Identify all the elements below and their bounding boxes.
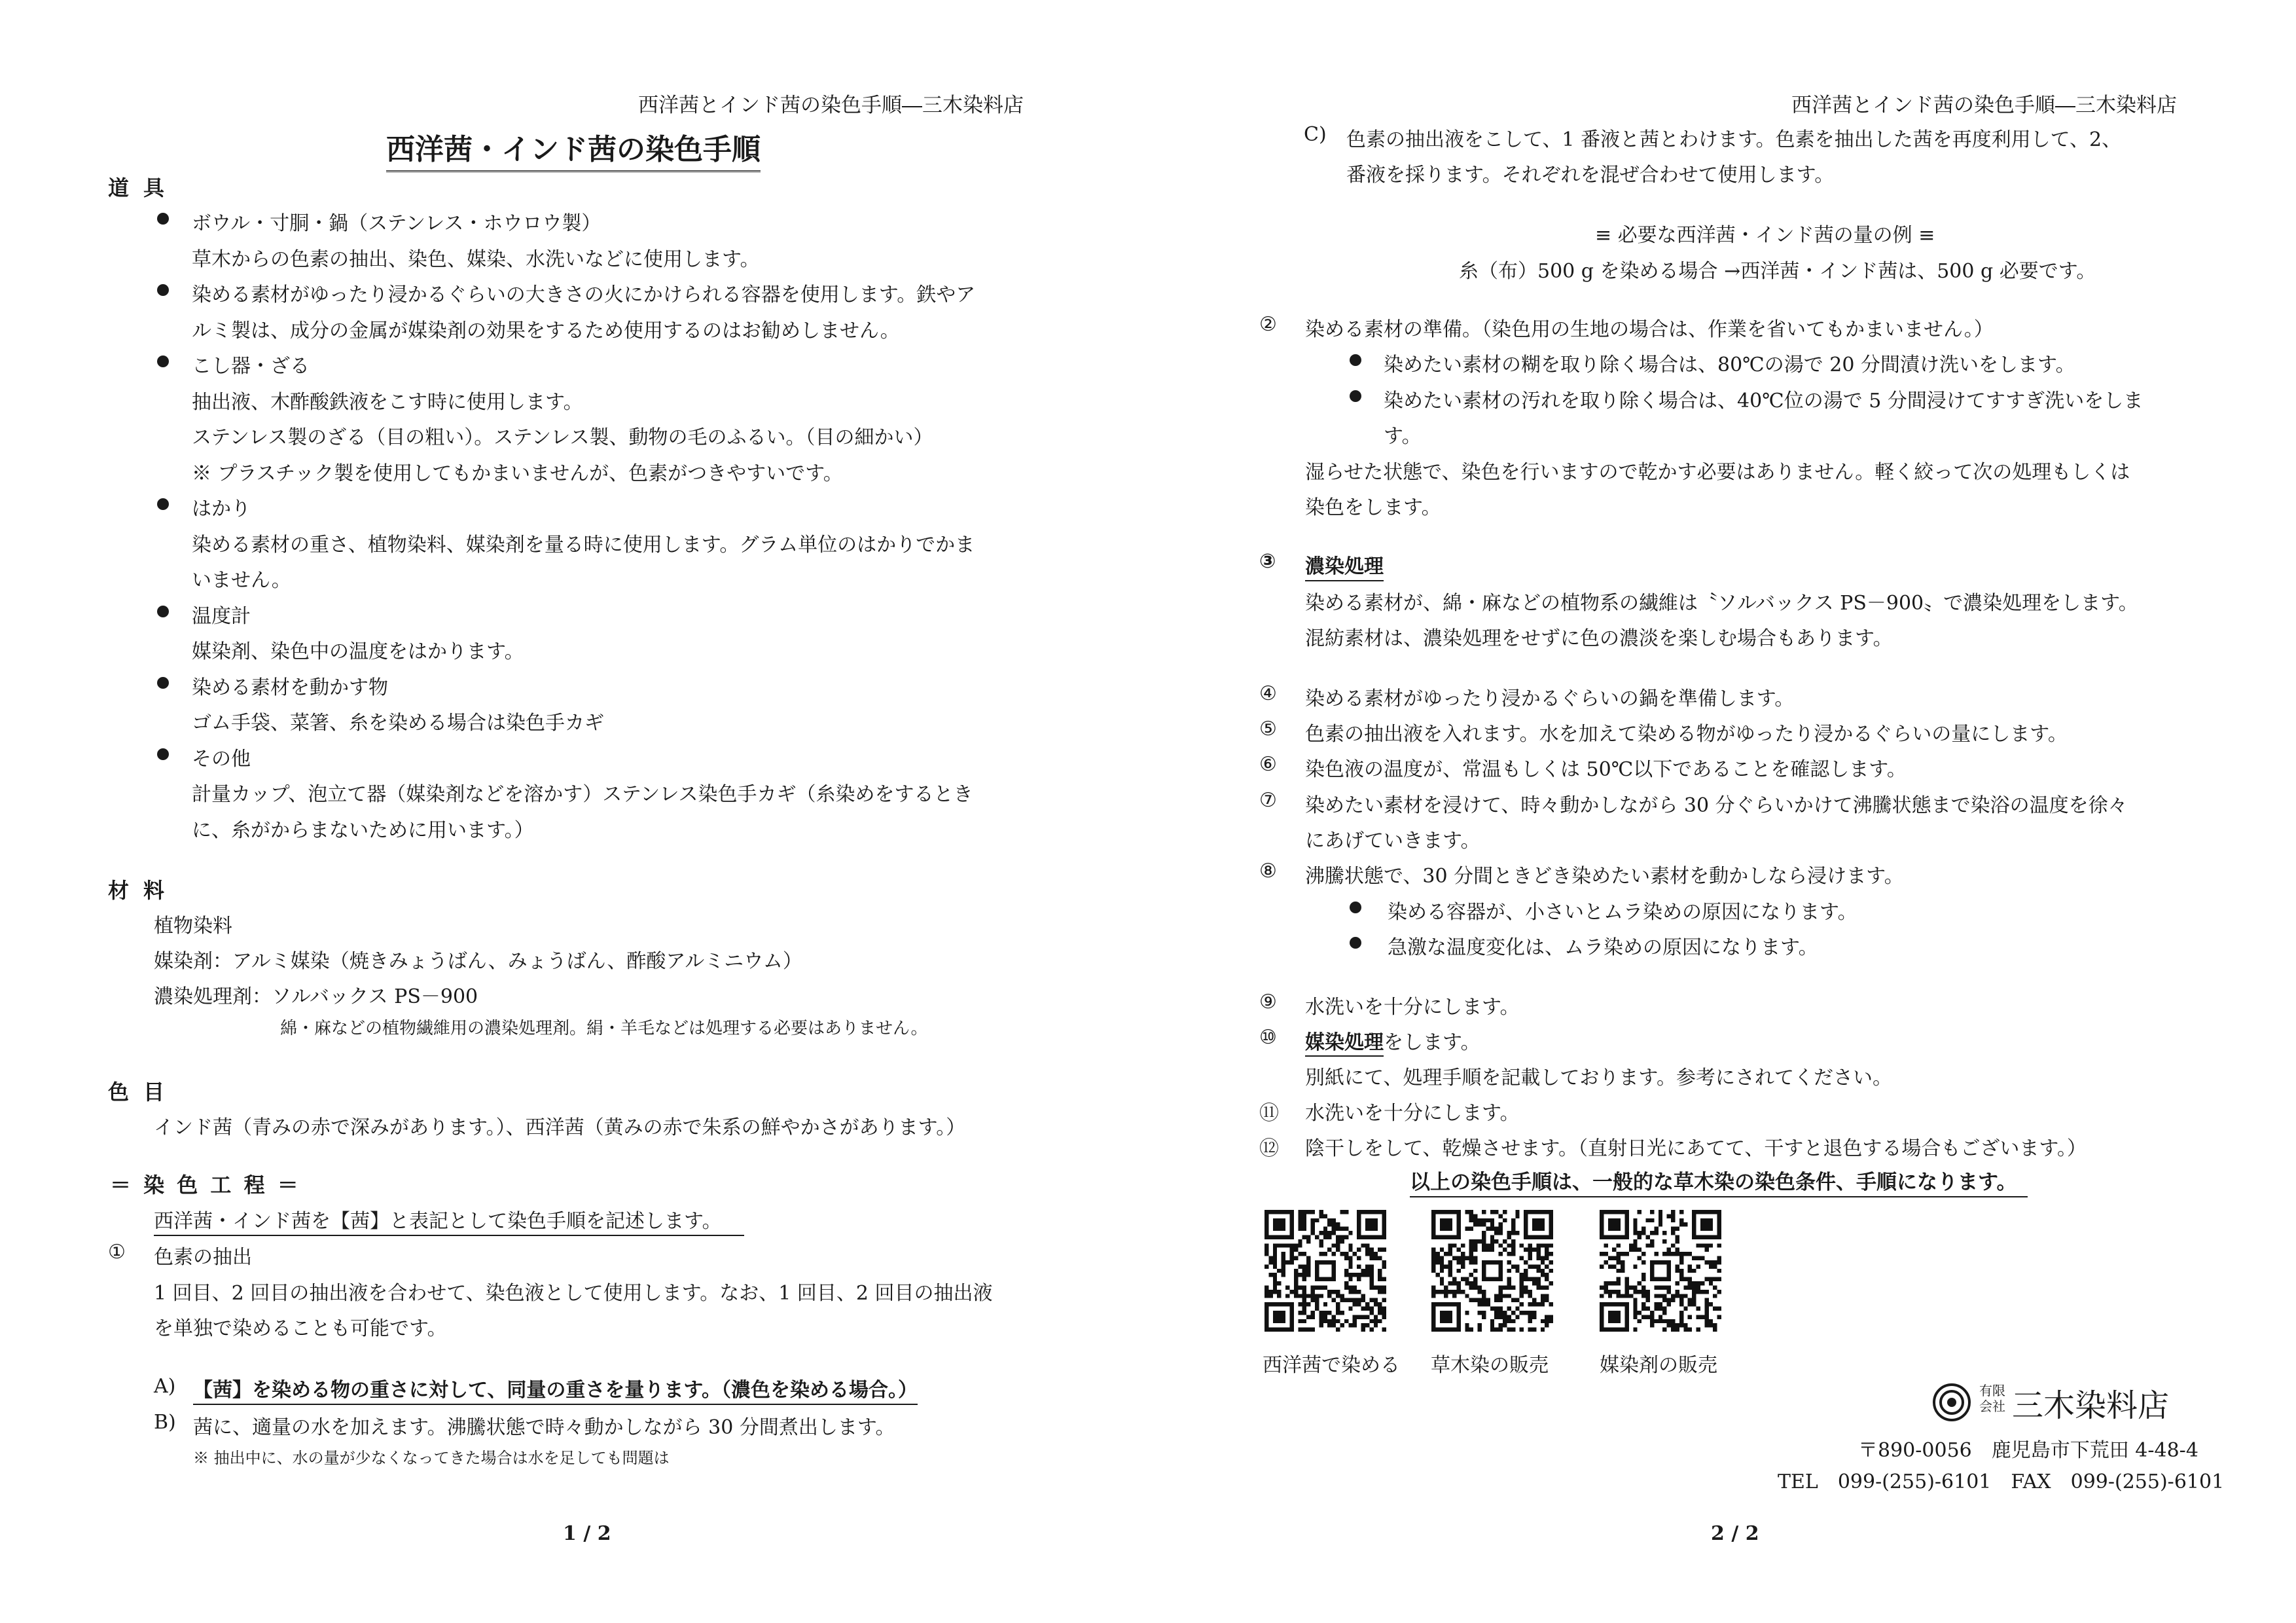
qr-label: 媒染剤の販売 — [1600, 1354, 1717, 1377]
tool-label: こし器・ざる — [192, 355, 310, 378]
step10-link: 媒染処理 — [1305, 1031, 1384, 1057]
step11-text: 水洗いを十分にします。 — [1305, 1102, 1520, 1125]
step1-line: 1 回目、2 回目の抽出液を合わせて、染色液として使用します。なお、1 回目、2 回目の抽出液 — [154, 1282, 993, 1305]
tool-description: ステンレス製のざる（目の粗い）。ステンレス製、動物の毛のふるい。（目の細かい） — [192, 426, 933, 449]
qr-code-icon[interactable] — [1431, 1210, 1553, 1332]
tool-label: 染める素材を動かす物 — [192, 676, 388, 699]
company-prefix-bottom: 会社 — [1979, 1398, 2005, 1414]
running-header: 西洋茜とインド茜の染色手順―三木染料店 — [638, 94, 1024, 117]
company-name: 三木染料店 — [2012, 1387, 2170, 1424]
colors-text: インド茜（青みの赤で深みがあります。）、西洋茜（黄みの赤で朱系の鮮やかさがあります。） — [154, 1116, 966, 1139]
step2-after: 染色をします。 — [1305, 496, 1441, 519]
bullet-icon — [157, 748, 169, 760]
step1-line: を単独で染めることも可能です。 — [154, 1317, 447, 1340]
qr-code-icon[interactable] — [1265, 1210, 1386, 1332]
materials-heading: 材料 — [108, 878, 179, 903]
tool-description: 草木からの色素の抽出、染色、媒染、水洗いなどに使用します。 — [192, 247, 760, 271]
step-number: ⑧ — [1259, 860, 1277, 883]
colors-heading: 色目 — [108, 1080, 179, 1104]
step-number: ⑦ — [1259, 789, 1277, 812]
company-prefix-top: 有限 — [1979, 1383, 2005, 1398]
step-a-label: A) — [154, 1375, 176, 1398]
step-number: ④ — [1259, 682, 1277, 705]
step2-bullet: す。 — [1384, 425, 1422, 448]
materials-note: 綿・麻などの植物繊維用の濃染処理剤。絹・羊毛などは処理する必要はありません。 — [280, 1019, 928, 1038]
step-c-line: 色素の抽出液をこして、1 番液と茜とわけます。色素を抽出した茜を再度利用して、2、 — [1346, 128, 2122, 151]
bullet-icon — [157, 677, 169, 689]
step2-title: 染める素材の準備。（染色用の生地の場合は、作業を省いてもかまいません。） — [1305, 318, 1994, 341]
step2-after: 湿らせた状態で、染色を行いますので乾かす必要はありません。軽く絞って次の処理もしくは — [1305, 461, 2130, 484]
tool-label: 染める素材がゆったり浸かるぐらいの大きさの火にかけられる容器を使用します。鉄やア — [192, 283, 976, 306]
step-b-note: ※ 抽出中に、水の量が少なくなってきた場合は水を足しても問題は — [193, 1449, 670, 1467]
tool-description: ゴム手袋、菜箸、糸を染める場合は染色手カギ — [192, 712, 604, 735]
step2-bullet: 染めたい素材の糊を取り除く場合は、80℃の湯で 20 分間漬け洗いをします。 — [1384, 354, 2075, 376]
bullet-icon — [1350, 354, 1361, 366]
tool-description: 計量カップ、泡立て器（媒染剤などを溶かす）ステンレス染色手カギ（糸染めをするとき — [192, 783, 973, 806]
bullet-icon — [157, 213, 169, 225]
company-address: 〒890-0056 鹿児島市下荒田 4-48-4 — [1858, 1439, 2198, 1462]
materials-item: 濃染処理剤：ソルバックス PS－900 — [154, 985, 478, 1008]
qr-label: 西洋茜で染める — [1263, 1354, 1400, 1377]
step-number: ⑪ — [1259, 1102, 1279, 1125]
step-number: ③ — [1259, 550, 1276, 573]
step-number: ⑨ — [1259, 991, 1277, 1013]
qr-code-icon[interactable] — [1600, 1210, 1721, 1332]
step9-text: 水洗いを十分にします。 — [1305, 996, 1520, 1019]
step-number: ⑫ — [1259, 1137, 1279, 1160]
step-number: ⑩ — [1259, 1026, 1277, 1049]
page-number: 2 / 2 — [1711, 1522, 1759, 1545]
page-2 — [1148, 0, 2296, 1623]
summary-text: 以上の染色手順は、一般的な草木染の染色条件、手順になります。 — [1410, 1165, 2028, 1197]
tool-description: ルミ製は、成分の金属が媒染剤の効果をするため使用するのはお勧めしません。 — [192, 319, 900, 342]
tool-description: 媒染剤、染色中の温度をはかります。 — [192, 640, 524, 663]
tool-label: ボウル・寸胴・鍋（ステンレス・ホウロウ製） — [192, 212, 601, 235]
step-b-label: B) — [154, 1411, 176, 1434]
step-line: 染めたい素材を浸けて、時々動かしながら 30 分ぐらいかけて沸騰状態まで染浴の温度を徐々 — [1305, 794, 2128, 817]
step-b-text: 茜に、適量の水を加えます。沸騰状態で時々動かしながら 30 分間煮出します。 — [193, 1416, 895, 1439]
tool-description: 抽出液、木酢酸鉄液をこす時に使用します。 — [192, 390, 583, 414]
step3-line: 混紡素材は、濃染処理をせずに色の濃淡を楽しむ場合もあります。 — [1305, 627, 1893, 650]
tool-description: いません。 — [192, 569, 291, 592]
step10-rest: をします。 — [1384, 1031, 1480, 1054]
step2-bullet: 染めたい素材の汚れを取り除く場合は、40℃位の湯で 5 分間浸けてすすぎ洗いをしま — [1384, 390, 2144, 412]
document-title: 西洋茜・インド茜の染色手順 — [386, 126, 761, 172]
materials-item: 媒染剤：アルミ媒染（焼きみょうばん、みょうばん、酢酸アルミニウム） — [154, 950, 802, 973]
step-number: ① — [108, 1241, 126, 1264]
tool-description: に、糸がからまないために用います。） — [192, 818, 534, 842]
tool-label: その他 — [192, 747, 251, 771]
process-heading: ＝ 染 色 工 程 ＝ — [110, 1173, 301, 1197]
company-logo-icon — [1932, 1383, 1971, 1422]
amount-title: ≡ 必要な西洋茜・インド茜の量の例 ≡ — [1595, 224, 1935, 247]
tool-description: ※ プラスチック製を使用してもかまいませんが、色素がつきやすいです。 — [192, 462, 843, 485]
company-phone: TEL 099-(255)-6101 FAX 099-(255)-6101 — [1778, 1470, 2225, 1493]
tool-label: はかり — [192, 498, 251, 520]
step-number: ⑤ — [1259, 718, 1277, 740]
step-line: 色素の抽出液を入れます。水を加えて染める物がゆったり浸かるぐらいの量にします。 — [1305, 723, 2068, 746]
step10-note: 別紙にて、処理手順を記載しております。参考にされてください。 — [1305, 1067, 1892, 1089]
step-line: 染める素材がゆったり浸かるぐらいの鍋を準備します。 — [1305, 687, 1795, 710]
step-line: 染色液の温度が、常温もしくは 50℃以下であることを確認します。 — [1305, 758, 1907, 781]
bullet-icon — [1350, 390, 1361, 402]
step8-bullet: 染める容器が、小さいとムラ染めの原因になります。 — [1388, 901, 1857, 924]
step8-bullet: 急激な温度変化は、ムラ染めの原因になります。 — [1388, 936, 1818, 959]
tool-description: 染める素材の重さ、植物染料、媒染剤を量る時に使用します。グラム単位のはかりでかま — [192, 533, 975, 556]
step-c-label: C) — [1304, 123, 1327, 146]
bullet-icon — [157, 284, 169, 296]
company-prefix — [1979, 1383, 2005, 1414]
amount-text: 糸（布）500 g を染める場合 →西洋茜・インド茜は、500 g 必要です。 — [1459, 260, 2096, 283]
step3-line: 染める素材が、綿・麻などの植物系の繊維は〝ソルバックス PS－900〟で濃染処理をします。 — [1305, 592, 2138, 615]
running-header: 西洋茜とインド茜の染色手順―三木染料店 — [1791, 94, 2177, 117]
tool-label: 温度計 — [192, 604, 251, 628]
bullet-icon — [1350, 902, 1361, 913]
tools-heading: 道具 — [108, 175, 179, 200]
step-number: ⑥ — [1259, 753, 1277, 776]
process-intro: 西洋茜・インド茜を【茜】と表記として染色手順を記述します。 — [154, 1205, 744, 1236]
bullet-icon — [1350, 937, 1361, 949]
step10-text — [1305, 1026, 1480, 1055]
qr-label: 草木染の販売 — [1431, 1354, 1549, 1377]
step-a-text: 【茜】を染める物の重さに対して、同量の重さを量ります。（濃色を染める場合。） — [193, 1374, 918, 1405]
step3-title: 濃染処理 — [1305, 550, 1384, 581]
step-c-line: 番液を採ります。それぞれを混ぜ合わせて使用します。 — [1346, 164, 1835, 187]
bullet-icon — [157, 606, 169, 617]
step-number: ② — [1259, 313, 1277, 336]
bullet-icon — [157, 498, 169, 510]
step12-text: 陰干しをして、乾燥させます。（直射日光にあてて、干すと退色する場合もございます。） — [1305, 1137, 2087, 1160]
materials-item: 植物染料 — [154, 915, 232, 938]
step-line: 沸騰状態で、30 分間ときどき染めたい素材を動かしなら浸けます。 — [1305, 865, 1904, 888]
step1-title: 色素の抽出 — [154, 1246, 252, 1269]
bullet-icon — [157, 356, 169, 367]
page-number: 1 / 2 — [563, 1522, 611, 1545]
step-line: にあげていきます。 — [1305, 830, 1480, 852]
